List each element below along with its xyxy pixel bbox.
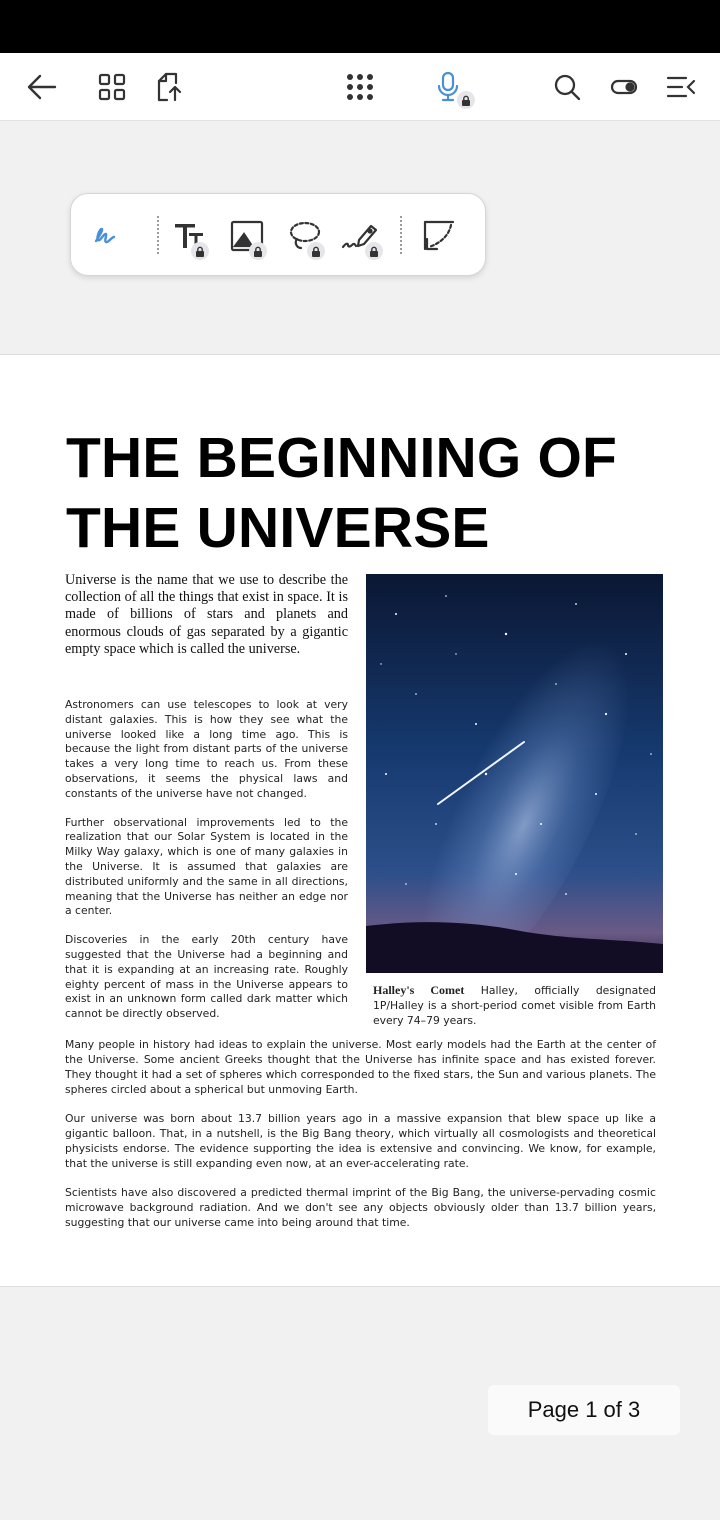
paragraph: Discoveries in the early 20th century have suggested that the Universe had a beginning and that it is expanding at an increasing rate. Roughly eighty percent of mass in the Universe appears to exist in an unknown form called dark matter which cannot be directly observed. <box>65 933 348 1021</box>
caption-text: Halley, officially designated 1P/Halley is a short-period comet visible from Earth every 74–79 years. <box>373 984 656 1027</box>
caption-title: Halley's Comet <box>373 983 465 997</box>
back-arrow-icon[interactable] <box>22 67 62 107</box>
top-toolbar <box>0 53 720 121</box>
night-sky-comet-image <box>366 574 663 973</box>
lead-paragraph: Universe is the name that we use to describe the collection of all the things that exist in space. It is made of billions of stars and planets and enormous clouds of gas separated by a gigantic empty space which is called the universe. <box>65 572 348 657</box>
search-icon[interactable] <box>547 67 587 107</box>
signature-icon[interactable] <box>339 214 383 258</box>
apps-icon[interactable] <box>340 67 380 107</box>
document-title <box>66 423 666 563</box>
title-line: THE UNIVERSE <box>66 496 490 560</box>
grid-view-icon[interactable] <box>92 67 132 107</box>
lock-icon <box>191 242 209 260</box>
status-bar <box>0 0 720 53</box>
microphone-icon[interactable] <box>428 67 468 107</box>
text-tool-icon[interactable] <box>167 214 211 258</box>
menu-collapse-icon[interactable] <box>661 67 701 107</box>
image-caption <box>373 983 656 1028</box>
pen-tools-bar <box>70 193 486 276</box>
document-page <box>0 354 720 1287</box>
full-width-text <box>65 1037 656 1244</box>
paragraph: Our universe was born about 13.7 billion years ago in a massive expansion that blew space up like a gigantic balloon. That, in a nutshell, is the Big Bang theory, which virtually all cosmologists and theoretical physicists endorse. The evidence supporting the idea is extensive and convincing. We know, for example, that the universe is still expanding even now, at an ever-accelerating rate. <box>65 1112 656 1170</box>
left-column <box>65 698 348 1036</box>
lock-icon <box>365 242 383 260</box>
lock-icon <box>457 91 475 109</box>
paragraph: Scientists have also discovered a predicted thermal imprint of the Big Bang, the universe-pervading cosmic microwave background radiation. And we don't see any objects obviously older than 13.7 billion years, suggesting that our universe came into being around that time. <box>65 1186 656 1229</box>
select-corner-icon[interactable] <box>417 214 461 258</box>
paragraph: Astronomers can use telescopes to look at very distant galaxies. This is how they see what the universe looked like a long time ago. This is because the light from distant parts of the universe takes a very long time to reach us. From these observations, it seems the physical laws and constants of the universe have not changed. <box>65 698 348 800</box>
lasso-icon[interactable] <box>283 214 327 258</box>
paragraph: Many people in history had ideas to explain the universe. Most early models had the Earth at the center of the Universe. Some ancient Greeks thought that the Universe has infinite space and has existed forever. They thought it had a set of spheres which corresponded to the fixed stars, the Sun and various planets. The spheres circled about a spherical but unmoving Earth. <box>65 1038 656 1096</box>
handwriting-pen-icon[interactable] <box>87 214 131 258</box>
paragraph: Further observational improvements led to the realization that our Solar System is located in the Milky Way galaxy, which is one of many galaxies in the Universe. It is assumed that galaxies are distributed uniformly and the same in all directions, meaning that the Universe has neither an edge nor a center. <box>65 815 348 918</box>
title-line: THE BEGINNING OF <box>66 426 618 490</box>
tool-separator <box>157 216 159 254</box>
tool-separator <box>400 216 402 254</box>
export-icon[interactable] <box>149 67 189 107</box>
lock-icon <box>249 242 267 260</box>
image-tool-icon[interactable] <box>225 214 269 258</box>
toggle-icon[interactable] <box>604 67 644 107</box>
page-indicator: Page 1 of 3 <box>488 1385 680 1435</box>
lock-icon <box>307 242 325 260</box>
